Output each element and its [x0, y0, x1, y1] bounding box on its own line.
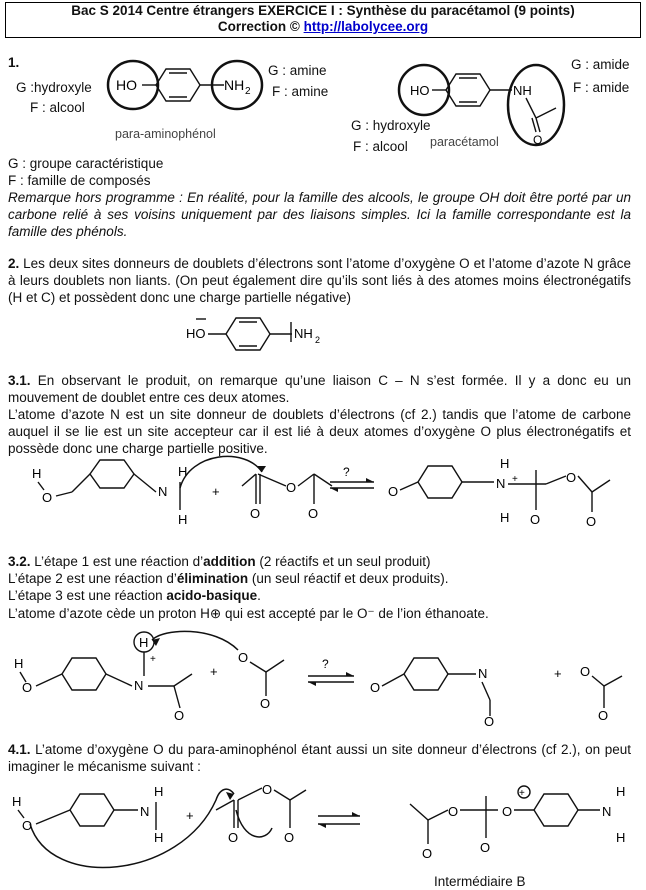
m4-nh-top: H [154, 784, 164, 799]
m4-ester-o3: O [284, 830, 295, 845]
m3-prod-o: O [370, 680, 381, 695]
q41-paragraph [8, 741, 631, 775]
q31-text1: En observant le produit, on remarque qu’une liaison C – N s’est formée. Il y a donc eu un mouvement de doublet entre ces deux atomes. [8, 373, 631, 405]
q1-number: 1. [8, 55, 20, 70]
mechanism-4-1 [10, 780, 640, 870]
q32-l1a: L’étape 1 est une réaction d’ [30, 554, 204, 569]
q32-line2 [8, 570, 449, 587]
m4-int-o-plus: O [502, 804, 513, 819]
m4-int-n: N [602, 804, 612, 819]
m1-o-label: O [42, 490, 53, 505]
q32-l2a: L’étape 2 est une réaction d’ [8, 571, 177, 586]
m4-int-ring [534, 794, 578, 826]
m4-h-label: H [12, 794, 22, 809]
m1-curved-arrow [180, 456, 262, 488]
paracetamol-structure [396, 60, 576, 150]
header-correction [6, 19, 640, 35]
m3-h-label: H [14, 656, 24, 671]
q41-text: L’atome d’oxygène O du para-aminophénol étant aussi un site donneur d’électrons (cf 2.), on peut imaginer le mécanisme suivant : [8, 742, 631, 774]
q2-ho-label: HO [186, 326, 206, 341]
m1-n-label: N [158, 484, 168, 499]
m3-prod-ring [404, 658, 448, 690]
q32-elimination: élimination [176, 571, 249, 586]
para-ho-label: HO [410, 83, 430, 98]
pap-f-alcool: F : alcool [30, 100, 85, 115]
para-f-alcool: F : alcool [353, 139, 408, 154]
para-carbonyl-o: O [533, 133, 543, 147]
pap-f-amine: F : amine [272, 84, 329, 99]
m3-acid-o1: O [580, 664, 591, 679]
para-g-amide: G : amide [571, 57, 630, 72]
m3-proton-h: H [139, 635, 149, 650]
m3-acid-o2: O [598, 708, 609, 723]
pap-g-amine: G : amine [268, 63, 327, 78]
m3-curved-arrow [152, 631, 238, 650]
m4-second-arrow [236, 810, 272, 837]
m4-nh-bottom: H [154, 830, 164, 845]
q31-paragraph1 [8, 372, 631, 406]
para-aminophenol-structure [104, 58, 274, 120]
m4-int-h-top: H [616, 784, 626, 799]
q1-remark: Remarque hors programme : En réalité, pour la famille des alcools, le groupe OH doit être porté par un carbone relié à ses voisins uniquement par des liaisons simples. Ici la famille correspondante est la famille des phénols. [8, 190, 631, 239]
m1-prod-n-plus: + [512, 474, 518, 485]
q2-benzene-ring [226, 318, 270, 350]
m1-nh-bottom: H [178, 512, 188, 527]
m1-o2: O [286, 480, 297, 495]
q31-number: 3.1. [8, 373, 31, 388]
q41-number: 4.1. [8, 742, 31, 757]
m1-ring [90, 460, 134, 488]
m3-o-label: O [22, 680, 33, 695]
m4-ring [70, 794, 114, 826]
m1-o3: O [308, 506, 319, 521]
m3-prod-carbonyl-o: O [484, 714, 495, 729]
m3-plus1: + [210, 664, 218, 679]
para-g-hydroxyle: G : hydroxyle [351, 118, 431, 133]
q32-l2c: (un seul réactif et deux produits). [248, 571, 449, 586]
m4-ester-o2: O [262, 782, 273, 797]
q2-nh2-sub: 2 [315, 335, 321, 345]
para-benzene-ring [446, 74, 490, 106]
legend-f: F : famille de composés [8, 173, 151, 188]
m4-int-o1: O [422, 846, 433, 861]
m4-int-h-bottom: H [616, 830, 626, 845]
m1-nh-top: H [178, 464, 188, 479]
q2-paragraph [8, 255, 631, 306]
m3-ring [62, 658, 106, 690]
para-nh-label: NH [513, 83, 532, 98]
pap-ho-label: HO [116, 77, 137, 93]
q2-text: Les deux sites donneurs de doublets d’électrons sont l’atome d’oxygène O et l’atome d’azote N grâce à leurs doublets non liants. (On peut également dire qu’ils sont liés à des atomes moins électronégatifs (H et C) et possèdent donc une charge partielle négative) [8, 256, 631, 305]
q2-nh2-label: NH [294, 326, 313, 341]
m3-acetate-o2: O [260, 696, 271, 711]
q2-structure [184, 312, 334, 352]
m4-curved-arrow [30, 789, 234, 867]
m4-o-label: O [22, 818, 33, 833]
m1-prod-h-bottom: H [500, 510, 510, 525]
q2-number: 2. [8, 256, 20, 271]
m1-prod-o-ester: O [566, 470, 577, 485]
m1-plus: + [212, 484, 220, 499]
intermediate-b-label: Intermédiaire B [434, 874, 526, 889]
mechanism-step1 [30, 452, 630, 536]
pap-name: para-aminophénol [115, 127, 216, 141]
m1-prod-h-top: H [500, 456, 510, 471]
m3-plus2: + [554, 666, 562, 681]
m4-plus: + [186, 808, 194, 823]
m4-int-plus: + [519, 788, 525, 799]
pap-nh2-label: NH [224, 77, 245, 93]
m4-ester-o1: O [228, 830, 239, 845]
m1-prod-ring [418, 466, 462, 498]
q32-line1 [8, 553, 431, 570]
q32-line4: L’atome d’azote cède un proton H⊕ qui est accepté par le O⁻ de l’ion éthanoate. [8, 606, 489, 621]
pap-nh2-sub: 2 [245, 86, 251, 97]
para-f-amide: F : amide [573, 80, 630, 95]
m1-prod-o-carbonyl: O [586, 514, 597, 529]
q32-line3 [8, 587, 261, 604]
m1-h-label: H [32, 466, 42, 481]
q32-l3c: . [257, 588, 261, 603]
header-title: Bac S 2014 Centre étrangers EXERCICE I : Synthèse du paracétamol (9 points) [71, 3, 575, 18]
para-name: paracétamol [430, 135, 499, 149]
labolycee-link[interactable]: http://labolycee.org [303, 19, 429, 34]
m3-prod-n: N [478, 666, 488, 681]
legend-g: G : groupe caractéristique [8, 156, 164, 171]
m1-o1: O [250, 506, 261, 521]
document-header [5, 2, 641, 38]
header-correction-prefix: Correction © [217, 19, 304, 34]
m1-question: ? [343, 465, 350, 479]
mechanism-step3 [14, 626, 634, 729]
m3-acetate-o1: O [238, 650, 249, 665]
m4-int-o-minus: O [480, 840, 491, 855]
q32-addition: addition [203, 554, 256, 569]
m3-n-plus: + [150, 654, 156, 665]
q32-l1c: (2 réactifs et un seul produit) [255, 554, 431, 569]
q32-acido-basique: acido-basique [166, 588, 258, 603]
q32-number: 3.2. [8, 554, 31, 569]
benzene-ring [156, 69, 200, 101]
m1-prod-n: N [496, 476, 506, 491]
m3-question: ? [322, 657, 329, 671]
m1-prod-o-minus: O [530, 512, 541, 527]
m4-n-label: N [140, 804, 150, 819]
q32-l3a: L’étape 3 est une réaction [8, 588, 167, 603]
m3-n-label: N [134, 678, 144, 693]
m3-carbonyl-o: O [174, 708, 185, 723]
m4-int-o2: O [448, 804, 459, 819]
pap-g-hydroxyle: G :hydroxyle [16, 80, 92, 95]
q31-paragraph2: L’atome d’azote N est un site donneur de doublets d’électrons (cf 2.) tandis que l’atome de carbone auquel il se lie est un site accepteur car il est lié à deux atomes d’oxygène O plus électronégatifs et possède donc une charge partielle positive. [8, 407, 631, 456]
m1-prod-o: O [388, 484, 399, 499]
